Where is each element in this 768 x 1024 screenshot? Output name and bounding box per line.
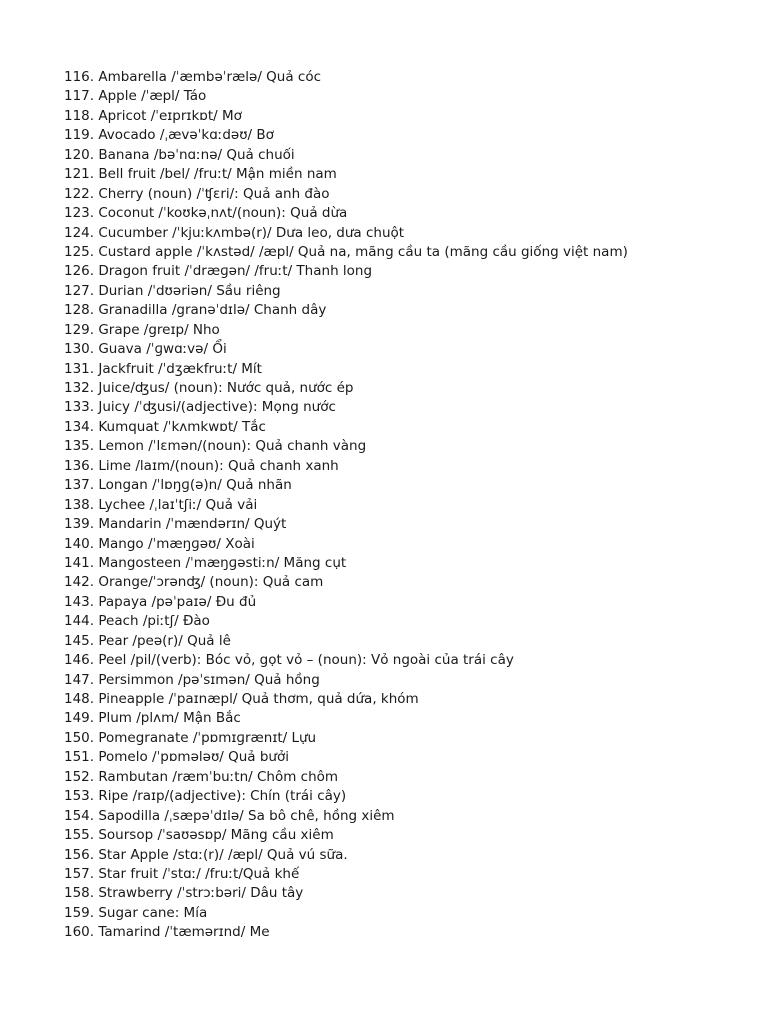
vocab-entry: 127. Durian /ˈdʊəriən/ Sầu riêng [64,282,281,299]
vocab-entry: 150. Pomegranate /ˈpɒmɪɡrænɪt/ Lựu [64,729,317,746]
vocab-entry: 140. Mango /ˈmæŋɡəʊ/ Xoài [64,535,255,552]
vocab-entry: 119. Avocado /ˌævəˈkɑːdəʊ/ Bơ [64,127,274,144]
vocab-entry: 125. Custard apple /ˈkʌstəd/ /æpl/ Quả na, mãng cầu ta (mãng cầu giống việt nam) [64,243,628,260]
vocab-entry: 126. Dragon fruit /ˈdræɡən/ /fruːt/ Thanh long [64,263,373,280]
fruit-vocabulary-list [64,68,628,943]
vocab-entry: 148. Pineapple /ˈpaɪnæpl/ Quả thơm, quả dứa, khóm [64,691,419,707]
vocab-entry: 132. Juice/ʤus/ (noun): Nước quả, nước ép [64,380,354,396]
vocab-entry: 122. Cherry (noun) /ˈʧɛri/: Quả anh đào [64,185,330,202]
vocab-entry: 160. Tamarind /ˈtæmərɪnd/ Me [64,924,270,941]
vocab-entry: 137. Longan /ˈlɒŋɡ(ə)n/ Quả nhãn [64,477,292,494]
vocab-entry: 155. Soursop /ˈsaʊəsɒp/ Mãng cầu xiêm [64,827,334,844]
vocab-entry: 144. Peach /piːtʃ/ Đào [64,613,210,630]
vocab-entry: 147. Persimmon /pəˈsɪmən/ Quả hồng [64,671,320,688]
vocab-entry: 120. Banana /bəˈnɑːnə/ Quả chuối [64,146,295,163]
vocab-entry: 139. Mandarin /ˈmændərɪn/ Quýt [64,516,287,533]
vocab-entry: 116. Ambarella /ˈæmbəˈrælə/ Quả cóc [64,69,322,85]
vocab-entry: 128. Granadilla /granəˈdɪlə/ Chanh dây [64,302,327,319]
vocab-entry: 145. Pear /peə(r)/ Quả lê [64,632,231,649]
vocab-entry: 151. Pomelo /ˈpɒmələʊ/ Quả bưởi [64,749,289,766]
vocab-entry: 133. Juicy /ˈʤusi/(adjective): Mọng nước [64,399,336,416]
vocab-entry: 143. Papaya /pəˈpaɪə/ Đu đủ [64,593,257,610]
vocab-entry: 149. Plum /plʌm/ Mận Bắc [64,710,241,727]
vocab-entry: 138. Lychee /ˌlaɪˈtʃiː/ Quả vải [64,496,258,513]
vocab-entry: 134. Kumquat /ˈkʌmkwɒt/ Tắc [64,418,266,435]
vocab-entry: 130. Guava /ˈɡwɑːvə/ Ổi [64,341,227,358]
vocab-entry: 158. Strawberry /ˈstrɔːbəri/ Dâu tây [64,885,304,902]
vocab-entry: 136. Lime /laɪm/(noun): Quả chanh xanh [64,457,339,474]
vocab-entry: 157. Star fruit /ˈstɑː/ /fruːt/Quả khế [64,865,300,882]
vocab-entry: 129. Grape /greɪp/ Nho [64,321,220,338]
vocab-entry: 117. Apple /ˈæpl/ Táo [64,88,207,105]
vocab-entry: 152. Rambutan /ræmˈbuːtn/ Chôm chôm [64,768,339,785]
vocab-entry: 156. Star Apple /stɑː(r)/ /æpl/ Quả vú sữa. [64,846,348,863]
vocab-entry: 121. Bell fruit /bel/ /fruːt/ Mận miền nam [64,166,337,183]
vocab-entry: 153. Ripe /raɪp/(adjective): Chín (trái cây) [64,788,347,805]
vocab-entry: 124. Cucumber /ˈkjuːkʌmbə(r)/ Dưa leo, dưa chuột [64,224,405,241]
vocab-entry: 123. Coconut /ˈkoʊkəˌnʌt/(noun): Quả dừa [64,205,348,222]
vocab-entry: 141. Mangosteen /ˈmæŋɡəstiːn/ Măng cụt [64,554,347,571]
vocab-entry: 135. Lemon /ˈlɛmən/(noun): Quả chanh vàng [64,438,367,455]
vocab-entry: 146. Peel /pil/(verb): Bóc vỏ, gọt vỏ – (noun): Vỏ ngoài của trái cây [64,652,514,669]
vocab-entry: 159. Sugar cane: Mía [64,904,208,921]
vocab-entry: 118. Apricot /ˈeɪprɪkɒt/ Mơ [64,107,242,124]
vocab-entry: 142. Orange/ˈɔrənʤ/ (noun): Quả cam [64,574,324,591]
vocab-entry: 131. Jackfruit /ˈdʒækfruːt/ Mít [64,360,262,377]
vocab-entry: 154. Sapodilla /ˌsæpəˈdɪlə/ Sa bô chê, hồng xiêm [64,807,395,824]
